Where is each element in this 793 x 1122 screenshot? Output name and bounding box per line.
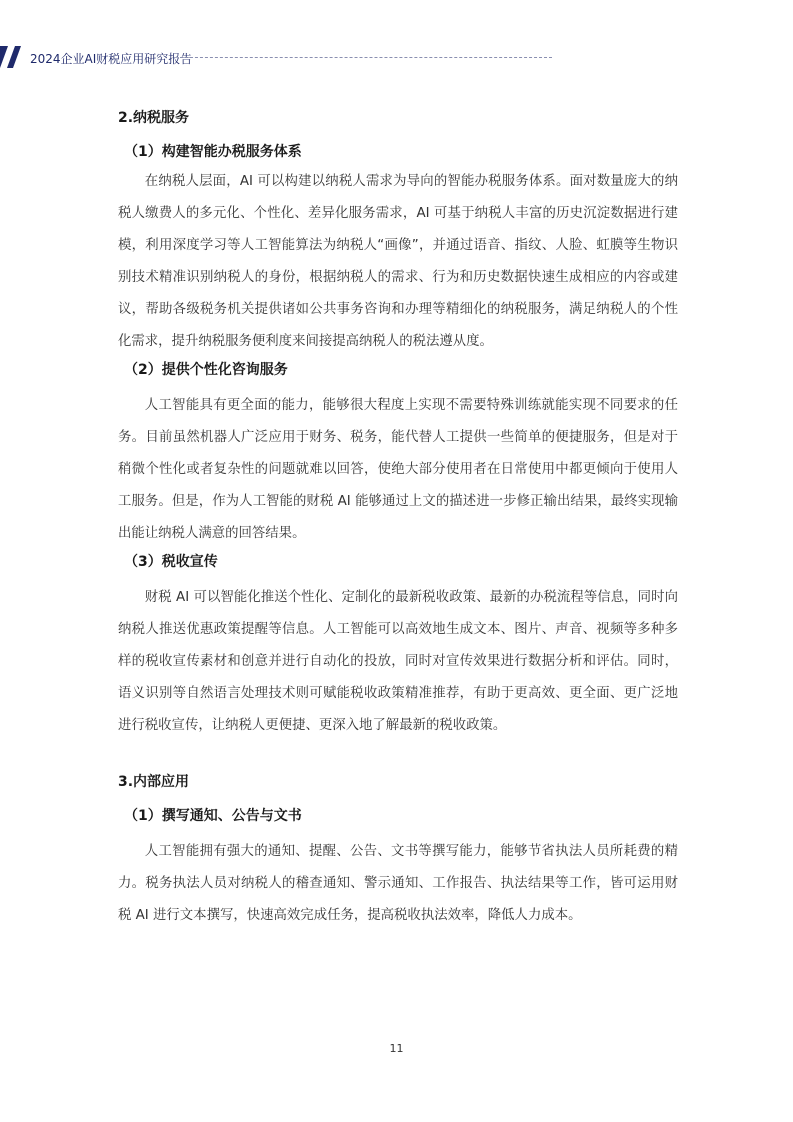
page-body [118, 106, 678, 932]
paragraph: 财税 AI 可以智能化推送个性化、定制化的最新税收政策、最新的办税流程等信息，同时向纳税人推送优惠政策提醒等信息。人工智能可以高效地生成文本、图片、声音、视频等多种多样的税收宣传素材和创意并进行自动化的投放，同时对宣传效果进行数据分析和评估。同时，语义识别等自然语言处理技术则可赋能税收政策精准推荐，有助于更高效、更全面、更广泛地进行税收宣传，让纳税人更便捷、更深入地了解最新的税收政策。 [118, 590, 678, 733]
report-title: 2024企业AI财税应用研究报告 [30, 52, 193, 66]
header-dashed-rule [180, 57, 552, 58]
paragraph: 人工智能具有更全面的能力，能够很大程度上实现不需要特殊训练就能实现不同要求的任务。目前虽然机器人广泛应用于财务、税务，能代替人工提供一些简单的便捷服务，但是对于稍微个性化或者复杂性的问题就难以回答，使绝大部分使用者在日常使用中都更倾向于使用人工服务。但是，作为人工智能的财税 AI 能够通过上文的描述进一步修正输出结果，最终实现输出能让纳税人满意的回答结果。 [118, 398, 678, 541]
page-number: 11 [389, 1042, 404, 1055]
subsection-heading: （1）撰写通知、公告与文书 [124, 808, 302, 824]
subsection-heading: （2）提供个性化咨询服务 [124, 362, 288, 378]
subsection-heading: （1）构建智能办税服务体系 [124, 144, 302, 160]
paragraph: 在纳税人层面，AI 可以构建以纳税人需求为导向的智能办税服务体系。面对数量庞大的纳税人缴费人的多元化、个性化、差异化服务需求，AI 可基于纳税人丰富的历史沉淀数据进行建模，利用深度学习等人工智能算法为纳税人“画像”，并通过语音、指纹、人脸、虹膜等生物识别技术精准识别纳税人的身份，根据纳税人的需求、行为和历史数据快速生成相应的内容或建议，帮助各级税务机关提供诸如公共事务咨询和办理等精细化的纳税服务，满足纳税人的个性化需求，提升纳税服务便利度来间接提高纳税人的税法遵从度。 [118, 174, 678, 349]
header-stripe-decoration [7, 46, 21, 68]
section-heading: 2.纳税服务 [118, 110, 190, 126]
page-header [0, 46, 560, 68]
subsection-heading: （3）税收宣传 [124, 554, 218, 570]
section-heading: 3.内部应用 [118, 774, 190, 790]
header-stripe-decoration [0, 46, 8, 68]
paragraph: 人工智能拥有强大的通知、提醒、公告、文书等撰写能力，能够节省执法人员所耗费的精力。税务执法人员对纳税人的稽查通知、警示通知、工作报告、执法结果等工作，皆可运用财税 AI 进行文本撰写，快速高效完成任务，提高税收执法效率，降低人力成本。 [118, 844, 678, 923]
